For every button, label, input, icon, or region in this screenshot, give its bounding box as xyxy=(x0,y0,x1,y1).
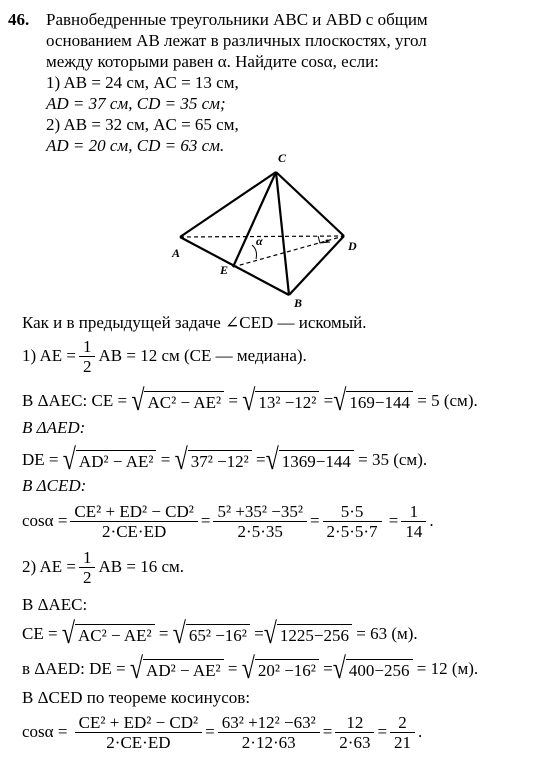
p2-aed-label: в ΔAED: DE = xyxy=(22,659,126,678)
problem-line-3: между которыми равен α. Найдите cosα, если: xyxy=(46,52,379,71)
p1-half-fraction: $\frac{1}{2}$ xyxy=(79,337,96,376)
p1-de-line: DE = √ AD² − AE² = √ 37² −12² = √ 1369−144 = 35 (см). xyxy=(22,444,428,477)
p2-cos-fraction-4: $\frac{2}{21}$ xyxy=(390,713,415,752)
p2-ce-line: CE = √ AC² − AE² = √ 65² −16² = √ 1225−256 = 63 (м). xyxy=(22,618,418,651)
p2-de-result: = 12 (м). xyxy=(416,659,479,678)
p2-half-fraction: $\frac{1}{2}$ xyxy=(79,548,96,587)
problem-line-6: 2) AB = 32 см, AC = 65 см, xyxy=(46,115,239,134)
p2-ce-root-1: √ AC² − AE² xyxy=(62,623,155,645)
p1-cos-fraction-1: $\frac{\text{CE² + ED² − CD²}}{2\cdot CE\cdot ED}$ xyxy=(70,502,197,541)
p1-ae-line xyxy=(22,336,307,376)
problem-line-5: AD = 37 см, CD = 35 см; xyxy=(46,94,226,113)
label-alpha: α xyxy=(256,234,263,248)
p1-ce-root-2: √ 13² −12² xyxy=(242,390,319,412)
p2-ae-lead: 2) AE = xyxy=(22,557,76,576)
p2-ce-label: CE = xyxy=(22,624,58,643)
label-b: B xyxy=(294,296,303,310)
p1-de-root-2: √ 37² −12² xyxy=(175,449,252,471)
p1-cos-label: cosα = xyxy=(22,511,68,530)
p2-de-root-1: √ AD² − AE² xyxy=(130,658,224,680)
p2-ce-root-2: √ 65² −16² xyxy=(173,623,250,645)
p1-cos-fraction-2: $\frac{\text{5² +35² −35²}}{2\cdot 5\cdot 35}$ xyxy=(213,502,306,541)
p2-de-line: в ΔAED: DE = √ AD² − AE² = √ 20² −16² = √ 400−256 = 12 (м). xyxy=(22,653,479,686)
p1-ce-root-3: √ 169−144 xyxy=(333,390,413,412)
p2-cos-line: cosα = $\frac{\text{CE² + ED² − CD²}}{2\cdot CE\cdot ED}$ = $\frac{\text{63² +12² −63²}}{2\cdot 12\cdot 63}$ = $\frac{12}{2\cdot 63}$ = $\frac{2}{21}$ . xyxy=(22,712,423,752)
p1-ced-label: В ΔCED: xyxy=(22,476,87,495)
p2-cos-fraction-1: $\frac{\text{CE² + ED² − CD²}}{2\cdot CE\cdot ED}$ xyxy=(75,713,202,752)
label-e: E xyxy=(220,263,229,277)
problem-number: 46. xyxy=(8,10,30,29)
pyramid-figure xyxy=(170,150,370,310)
p1-ce-root-1: √ AC² − AE² xyxy=(131,390,224,412)
label-a: A xyxy=(172,246,181,260)
p2-ce-result: = 63 (м). xyxy=(356,624,418,643)
problem-line-7: AD = 20 см, CD = 63 см. xyxy=(46,136,225,155)
p1-aed-label: В ΔAED: xyxy=(22,418,86,437)
p2-cos-fraction-2: $\frac{\text{63² +12² −63²}}{2\cdot 12\cdot 63}$ xyxy=(218,713,320,752)
problem-line-2: основанием AB лежат в различных плоскостях, угол xyxy=(46,31,427,50)
p2-cos-fraction-3: $\frac{12}{2\cdot 63}$ xyxy=(335,713,374,752)
p2-de-root-2: √ 20² −16² xyxy=(242,658,319,680)
p1-cos-fraction-3: $\frac{5\cdot 5}{2\cdot 5\cdot 5\cdot 7}$ xyxy=(323,502,382,541)
p1-de-result: = 35 (см). xyxy=(358,450,428,469)
p2-de-root-3: √ 400−256 xyxy=(333,658,413,680)
p2-ae-line xyxy=(22,547,184,587)
p1-ae-tail: AB = 12 см (CE — медиана). xyxy=(98,346,307,365)
label-c: C xyxy=(278,151,287,165)
p1-ae-lead: 1) AE = xyxy=(22,346,76,365)
p1-cos-fraction-4: $\frac{1}{14}$ xyxy=(401,502,426,541)
p2-ced-label: В ΔCED по теореме косинусов: xyxy=(22,688,251,707)
p1-cos-line: cosα = $\frac{\text{CE² + ED² − CD²}}{2\cdot CE\cdot ED}$ = $\frac{\text{5² +35² −35²}}{2\cdot 5\cdot 35}$ = $\frac{5\cdot 5}{2\cdot 5\cdot 5\cdot 7}$ = $\frac{1}{14}$ . xyxy=(22,501,434,541)
p2-ae-tail: AB = 16 см. xyxy=(98,557,184,576)
p2-cos-label: cosα = xyxy=(22,722,68,741)
p2-ce-root-3: √ 1225−256 xyxy=(264,623,352,645)
p1-de-label: DE = xyxy=(22,450,59,469)
problem-line-1: Равнобедренные треугольники ABC и ABD с общим xyxy=(46,10,428,29)
p2-aec-label: В ΔAEC: xyxy=(22,595,88,614)
p1-de-root-3: √ 1369−144 xyxy=(266,449,354,471)
solution-intro: Как и в предыдущей задаче ∠CED — искомый. xyxy=(22,313,367,332)
problem-line-4: 1) AB = 24 см, AC = 13 см, xyxy=(46,73,239,92)
p1-ce-result: = 5 (см). xyxy=(417,391,478,410)
p1-ce-line: В ΔAEC: CE = √ AC² − AE² = √ 13² −12² = √ 169−144 = 5 (см). xyxy=(22,385,478,418)
p1-de-root-1: √ AD² − AE² xyxy=(63,449,157,471)
label-d: D xyxy=(348,239,357,253)
p1-aec-label: В ΔAEC: CE = xyxy=(22,391,128,410)
